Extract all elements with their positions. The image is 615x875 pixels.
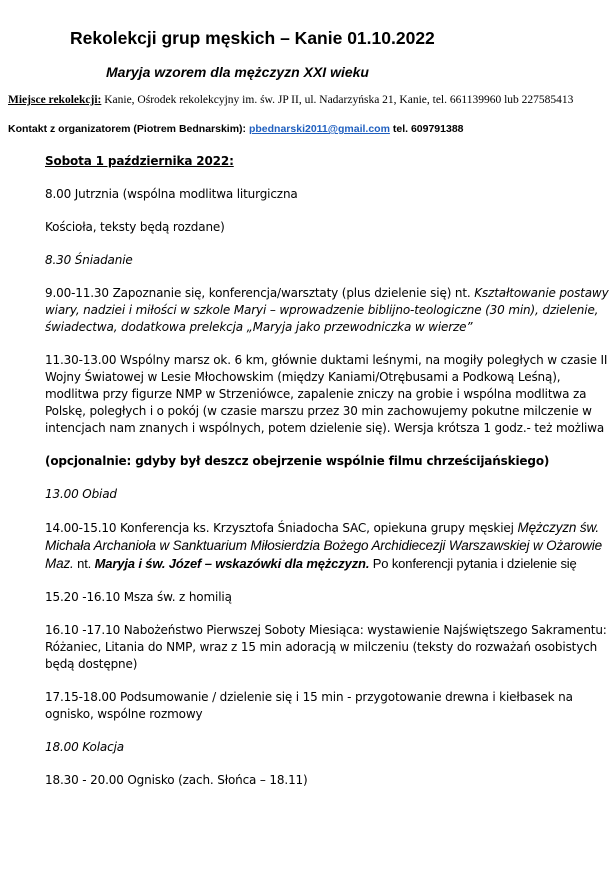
schedule-item: 15.20 -16.10 Msza św. z homilią — [45, 590, 232, 604]
location-info — [8, 94, 608, 107]
schedule-item: Kościoła, teksty będą rozdane) — [45, 220, 225, 234]
schedule — [45, 153, 610, 805]
contact-label: Kontakt z organizatorem (Piotrem Bednarskim): — [8, 123, 249, 135]
schedule-item — [45, 519, 610, 573]
item-topic: Kształtowanie postawy wiary, nadziei i miłości w szkole Maryi – wprowadzenie biblijno-teologiczne (30 min), dzielenie, świadectwa, dodatkowa prelekcja „Maryja jako przewodniczka w wierze” — [45, 286, 609, 334]
item-text: 14.00-15.10 Konferencja ks. Krzysztofa Śniadocha SAC, opiekuna grupy męskiej — [45, 521, 518, 535]
page-title: Rekolekcji grup męskich – Kanie 01.10.2022 — [70, 28, 435, 48]
schedule-item: (opcjonalnie: gdyby był deszcz obejrzenie wspólnie filmu chrześcijańskiego) — [45, 454, 550, 468]
location-text: Kanie, Ośrodek rekolekcyjny im. św. JP II, ul. Nadarzyńska 21, Kanie, tel. 661139960 lub 227585413 — [101, 94, 574, 106]
schedule-item: 13.00 Obiad — [45, 487, 117, 501]
schedule-item: 18.00 Kolacja — [45, 740, 124, 754]
schedule-item: 17.15-18.00 Podsumowanie / dzielenie się i 15 min - przygotowanie drewna i kiełbasek na ognisko, wspólne rozmowy — [45, 690, 573, 721]
page-subtitle: Maryja wzorem dla mężczyzn XXI wieku — [106, 64, 369, 80]
item-topic: Maryja i św. Józef – wskazówki dla mężczyzn. — [94, 556, 370, 571]
contact-email-link[interactable]: pbednarski2011@gmail.com — [248, 123, 390, 135]
item-text: nt. — [73, 556, 95, 571]
schedule-item: 8.30 Śniadanie — [45, 253, 133, 267]
contact-info — [8, 122, 608, 136]
item-group-name: Mężczyzn św. Michała Archanioła w Sanktuarium Miłosierdzia Bożego Archidiecezji Warszawskiej w Ożarowie Maz. — [45, 520, 602, 571]
location-label: Miejsce rekolekcji: — [8, 94, 102, 106]
schedule-item — [45, 285, 610, 336]
schedule-item: 18.30 - 20.00 Ognisko (zach. Słońca – 18.11) — [45, 773, 308, 787]
item-text: Po konferencji pytania i dzielenie się — [369, 556, 577, 571]
schedule-item: 11.30-13.00 Wspólny marsz ok. 6 km, głównie duktami leśnymi, na mogiły poległych w czasie II Wojny Światowej w Lesie Młochowskim (między Kaniami/Otrębusami a Podkową Leśną), modlitwa przy figurze NMP w Strzeniówce, zapalenie zniczy na grobie i wspólna modlitwa za Polskę, poległych i o pokój (w czasie marszu przez 30 min zachowujemy pokutne milczenie w intencjach nam znanych i wspólnych, potem dzielenie się). Wersja krótsza 1 godz.- też możliwa — [45, 353, 608, 435]
day-heading: Sobota 1 października 2022: — [45, 154, 234, 168]
schedule-item: 8.00 Jutrznia (wspólna modlitwa liturgiczna — [45, 187, 298, 201]
schedule-item: 16.10 -17.10 Nabożeństwo Pierwszej Soboty Miesiąca: wystawienie Najświętszego Sakramentu: Różaniec, Litania do NMP, wraz z 15 min adoracją w milczeniu (teksty do rozważań osobistych będą dostępne) — [45, 623, 607, 671]
contact-phone: tel. 609791388 — [389, 123, 464, 135]
item-text: 9.00-11.30 Zapoznanie się, konferencja/warsztaty (plus dzielenie się) nt. — [45, 286, 475, 300]
